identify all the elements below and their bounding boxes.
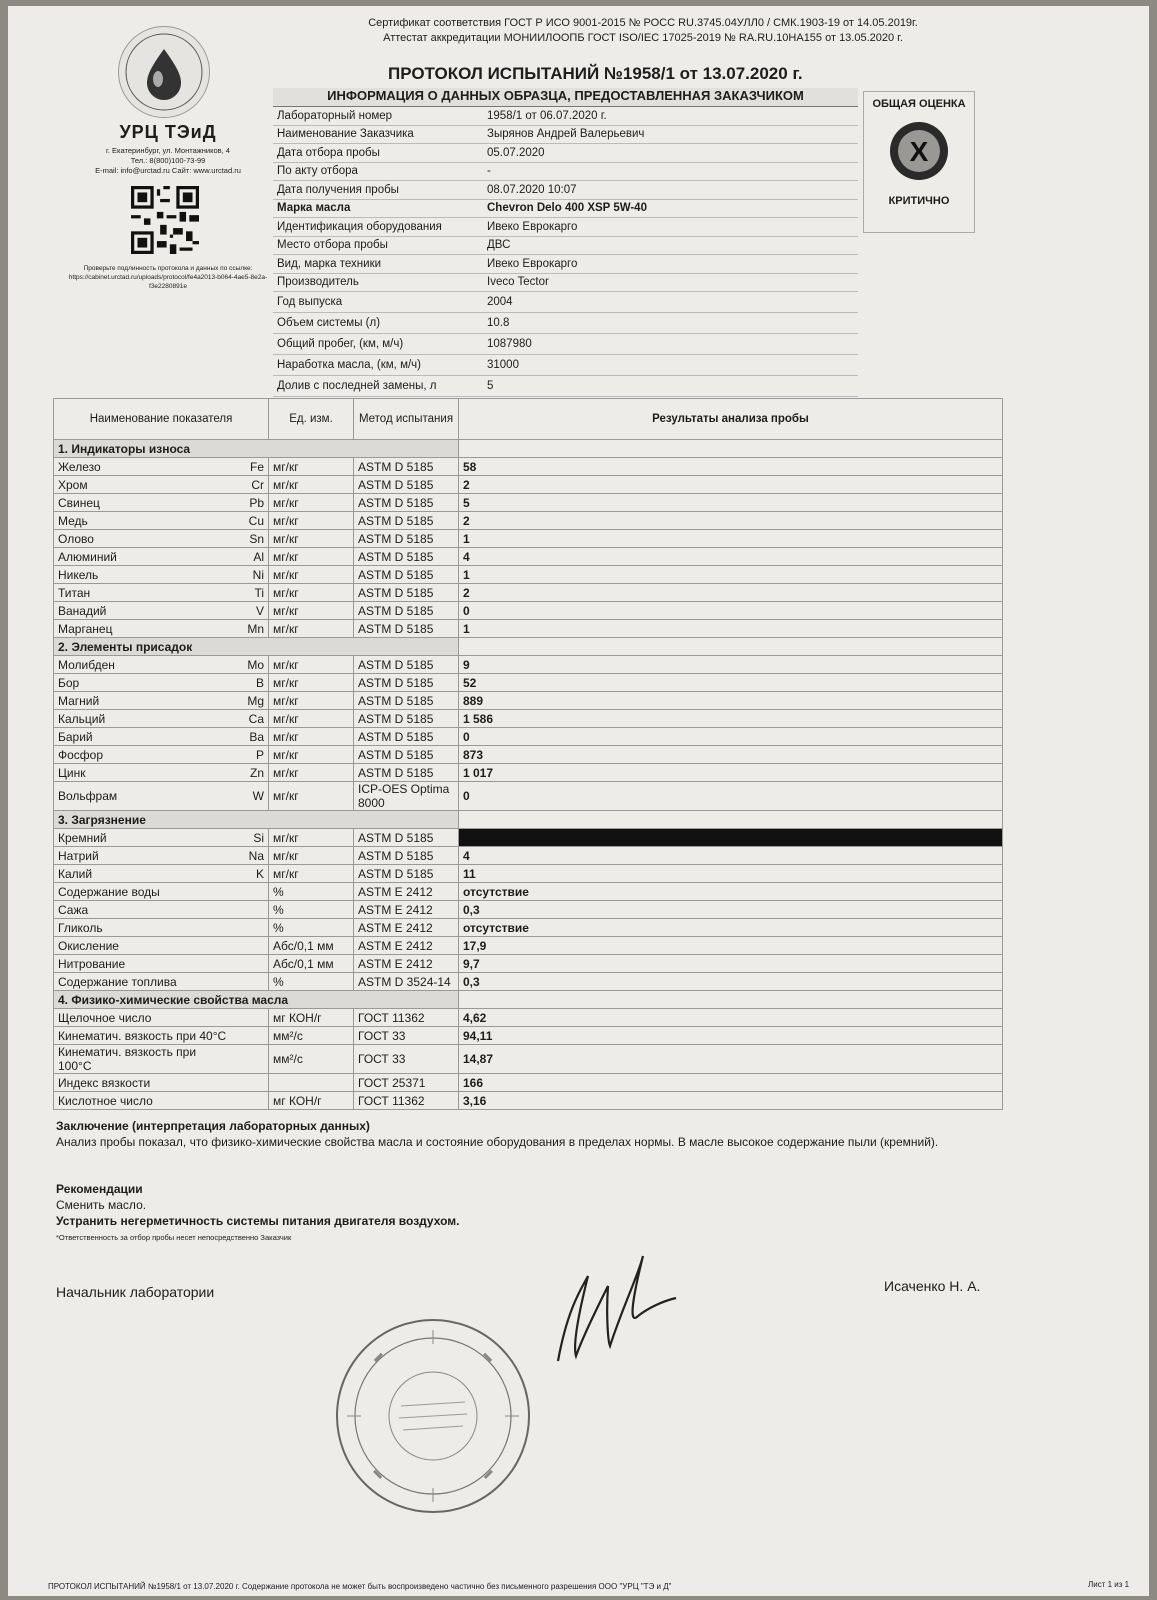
critical-drop-icon — [888, 120, 950, 182]
signer-role: Начальник лаборатории — [56, 1284, 215, 1300]
redacted-value — [459, 829, 1003, 847]
result-value: 0 — [459, 782, 1003, 811]
result-value: 9,7 — [459, 955, 1003, 973]
param-name: Калий — [54, 865, 232, 883]
table-row — [54, 901, 1003, 919]
sample-info-value: 1958/1 от 06.07.2020 г. — [487, 109, 607, 122]
section-title: 1. Индикаторы износа — [54, 440, 459, 458]
recommendations — [56, 1181, 1016, 1229]
unit: мм²/с — [269, 1027, 354, 1045]
element-symbol — [232, 883, 269, 901]
table-row — [54, 782, 1003, 811]
section-row — [54, 811, 1003, 829]
result-value: 0,3 — [459, 973, 1003, 991]
result-value: 58 — [459, 458, 1003, 476]
method: ГОСТ 25371 — [354, 1074, 459, 1092]
result-value: 17,9 — [459, 937, 1003, 955]
sample-info-key: Год выпуска — [277, 296, 343, 308]
conclusion-text: Анализ пробы показал, что физико-химические свойства масла и состояние оборудования в пределах нормы. В масле высокое содержание пыли (кремний). — [56, 1135, 939, 1149]
element-symbol: Fe — [232, 458, 269, 476]
lab-address: г. Екатеринбург, ул. Монтажников, 4 — [106, 146, 230, 155]
table-row — [54, 1045, 1003, 1074]
method: ГОСТ 33 — [354, 1045, 459, 1074]
unit: мг/кг — [269, 656, 354, 674]
conclusion — [56, 1118, 1016, 1150]
unit: мг/кг — [269, 674, 354, 692]
signer-name: Исаченко Н. А. — [884, 1278, 981, 1294]
element-symbol: Ti — [232, 584, 269, 602]
result-value: 1 — [459, 566, 1003, 584]
table-row — [54, 829, 1003, 847]
method: ASTM D 5185 — [354, 512, 459, 530]
element-symbol: Mn — [232, 620, 269, 638]
method: ASTM D 3524-14 — [354, 973, 459, 991]
table-row — [54, 883, 1003, 901]
result-value: 52 — [459, 674, 1003, 692]
page-number: Лист 1 из 1 — [1088, 1580, 1130, 1589]
footer-text: ПРОТОКОЛ ИСПЫТАНИЙ №1958/1 от 13.07.2020 г. Содержание протокола не может быть воспроизведено частично без письменного разрешения ООО "УРЦ "ТЭ и Д" — [48, 1582, 672, 1591]
method: ASTM D 5185 — [354, 764, 459, 782]
recommendation-1: Сменить масло. — [56, 1198, 147, 1212]
result-value: 94,11 — [459, 1027, 1003, 1045]
protocol-title: ПРОТОКОЛ ИСПЫТАНИЙ №1958/1 от 13.07.2020 г. — [388, 64, 803, 83]
result-value: 1 586 — [459, 710, 1003, 728]
param-name: Кальций — [54, 710, 232, 728]
method: ASTM D 5185 — [354, 476, 459, 494]
result-value: 889 — [459, 692, 1003, 710]
sample-info-value: Ивеко Еврокарго — [487, 220, 578, 233]
unit: мг КОН/г — [269, 1009, 354, 1027]
param-name: Хром — [54, 476, 232, 494]
param-name: Никель — [54, 566, 232, 584]
table-row — [54, 1092, 1003, 1110]
method: ASTM E 2412 — [354, 919, 459, 937]
result-value: 14,87 — [459, 1045, 1003, 1074]
section-title: 3. Загрязнение — [54, 811, 459, 829]
sample-info-key: Вид, марка техники — [277, 257, 382, 270]
header-unit: Ед. изм. — [269, 399, 354, 440]
param-name: Кинематич. вязкость при 100°С — [54, 1045, 232, 1074]
conclusion-heading: Заключение (интерпретация лабораторных данных) — [56, 1119, 370, 1133]
method: ASTM D 5185 — [354, 847, 459, 865]
sample-info-row — [273, 376, 858, 397]
element-symbol: K — [232, 865, 269, 883]
section-spacer — [459, 811, 1003, 829]
table-row — [54, 584, 1003, 602]
param-name: Содержание воды — [54, 883, 232, 901]
unit: мг/кг — [269, 620, 354, 638]
unit: мг/кг — [269, 782, 354, 811]
param-name: Индекс вязкости — [54, 1074, 232, 1092]
table-row — [54, 728, 1003, 746]
sample-info-row — [273, 313, 858, 334]
unit: мг/кг — [269, 692, 354, 710]
sample-info-key: Лабораторный номер — [277, 109, 393, 122]
element-symbol: Mo — [232, 656, 269, 674]
header-result: Результаты анализа пробы — [459, 399, 1003, 440]
result-value: 5 — [459, 494, 1003, 512]
sample-info-key: Марка масла — [277, 202, 351, 215]
table-row — [54, 674, 1003, 692]
param-name: Алюминий — [54, 548, 232, 566]
section-spacer — [459, 638, 1003, 656]
verify-block — [63, 264, 273, 291]
result-value: 0 — [459, 602, 1003, 620]
sample-info-key: Дата получения пробы — [277, 183, 399, 196]
element-symbol: Al — [232, 548, 269, 566]
unit: мг/кг — [269, 728, 354, 746]
param-name: Натрий — [54, 847, 232, 865]
param-name: Марганец — [54, 620, 232, 638]
method: ASTM D 5185 — [354, 674, 459, 692]
element-symbol — [232, 1045, 269, 1074]
table-row — [54, 494, 1003, 512]
unit: мг/кг — [269, 829, 354, 847]
method: ASTM D 5185 — [354, 530, 459, 548]
sample-info-row — [273, 200, 858, 219]
sample-info-row — [273, 181, 858, 200]
unit: % — [269, 901, 354, 919]
recommendation-2: Устранить негерметичность системы питания двигателя воздухом. — [56, 1214, 460, 1228]
result-value: отсутствие — [459, 919, 1003, 937]
sample-info-value: 1087980 — [487, 338, 532, 350]
section-title: 4. Физико-химические свойства масла — [54, 991, 459, 1009]
verify-text: Проверьте подлинность протокола и данных по ссылке: — [83, 265, 253, 272]
header-method: Метод испытания — [354, 399, 459, 440]
sample-info-row — [273, 355, 858, 376]
unit: мг/кг — [269, 710, 354, 728]
method: ASTM D 5185 — [354, 656, 459, 674]
table-row — [54, 656, 1003, 674]
method: ASTM D 5185 — [354, 458, 459, 476]
method: ASTM D 5185 — [354, 548, 459, 566]
sample-info-row — [273, 107, 858, 126]
table-row — [54, 973, 1003, 991]
element-symbol — [232, 919, 269, 937]
result-value: 11 — [459, 865, 1003, 883]
sample-info-key: Долив с последней замены, л — [277, 380, 437, 392]
result-value: 4,62 — [459, 1009, 1003, 1027]
element-symbol: Ba — [232, 728, 269, 746]
method: ASTM E 2412 — [354, 937, 459, 955]
document-page — [8, 6, 1149, 1596]
sample-info-value: 2004 — [487, 296, 513, 308]
param-name: Кислотное число — [54, 1092, 232, 1110]
unit: мг/кг — [269, 566, 354, 584]
unit: мг/кг — [269, 584, 354, 602]
assessment-status: КРИТИЧНО — [888, 195, 950, 207]
unit: мг/кг — [269, 865, 354, 883]
table-row — [54, 764, 1003, 782]
unit — [269, 1074, 354, 1092]
element-symbol — [232, 1027, 269, 1045]
table-row — [54, 919, 1003, 937]
element-symbol — [232, 1092, 269, 1110]
sample-info-row — [273, 255, 858, 274]
param-name: Окисление — [54, 937, 232, 955]
table-row — [54, 1009, 1003, 1027]
unit: мг/кг — [269, 764, 354, 782]
element-symbol: Ca — [232, 710, 269, 728]
table-row — [54, 1027, 1003, 1045]
result-value: 2 — [459, 584, 1003, 602]
element-symbol — [232, 1009, 269, 1027]
section-spacer — [459, 440, 1003, 458]
sample-info-value: Iveco Tector — [487, 276, 549, 289]
element-symbol — [232, 973, 269, 991]
results-header-row — [54, 399, 1003, 440]
result-value: 0,3 — [459, 901, 1003, 919]
param-name: Медь — [54, 512, 232, 530]
element-symbol: Si — [232, 829, 269, 847]
sample-info-value: Зырянов Андрей Валерьевич — [487, 128, 645, 141]
verify-link[interactable]: https://cabinet.urctad.ru/uploads/protocol/fe4a2013-b064-4ae5-8e2a-f3e2280891e — [68, 274, 268, 290]
element-symbol: Mg — [232, 692, 269, 710]
method: ASTM D 5185 — [354, 584, 459, 602]
param-name: Содержание топлива — [54, 973, 232, 991]
table-row — [54, 692, 1003, 710]
result-value: 873 — [459, 746, 1003, 764]
method: ASTM D 5185 — [354, 746, 459, 764]
lab-phone: Тел.: 8(800)100-73-99 — [130, 156, 206, 165]
section-title: 2. Элементы присадок — [54, 638, 459, 656]
result-value: 1 — [459, 530, 1003, 548]
sample-info-row — [273, 126, 858, 145]
sample-info-row — [273, 218, 858, 237]
lab-logo-icon — [118, 26, 210, 118]
sample-info-row — [273, 334, 858, 355]
unit: мг/кг — [269, 602, 354, 620]
table-row — [54, 548, 1003, 566]
recommendations-heading: Рекомендации — [56, 1182, 143, 1196]
sample-info-value: Ивеко Еврокарго — [487, 257, 578, 270]
param-name: Нитрование — [54, 955, 232, 973]
sample-info-key: Наименование Заказчика — [277, 128, 414, 141]
method: ASTM E 2412 — [354, 901, 459, 919]
lab-email: E-mail: info@urctad.ru Сайт: www.urctad.ru — [95, 166, 241, 175]
sample-info-value: Chevron Delo 400 XSP 5W-40 — [487, 202, 647, 215]
element-symbol: B — [232, 674, 269, 692]
table-row — [54, 566, 1003, 584]
sample-info-value: 05.07.2020 — [487, 146, 545, 159]
table-row — [54, 847, 1003, 865]
table-row — [54, 746, 1003, 764]
unit: мг/кг — [269, 847, 354, 865]
method: ASTM D 5185 — [354, 710, 459, 728]
result-value: 1 — [459, 620, 1003, 638]
sample-info-heading: ИНФОРМАЦИЯ О ДАННЫХ ОБРАЗЦА, ПРЕДОСТАВЛЕННАЯ ЗАКАЗЧИКОМ — [273, 88, 858, 107]
param-name: Фосфор — [54, 746, 232, 764]
table-row — [54, 458, 1003, 476]
result-value: 166 — [459, 1074, 1003, 1092]
table-row — [54, 955, 1003, 973]
element-symbol — [232, 937, 269, 955]
result-value: 4 — [459, 548, 1003, 566]
param-name: Кинематич. вязкость при 40°С — [54, 1027, 232, 1045]
unit: мг/кг — [269, 458, 354, 476]
element-symbol: W — [232, 782, 269, 811]
param-name: Цинк — [54, 764, 232, 782]
lab-name: УРЦ ТЭиД — [119, 122, 217, 142]
unit: мг/кг — [269, 530, 354, 548]
result-value: 4 — [459, 847, 1003, 865]
responsibility-note: *Ответственность за отбор пробы несет непосредственно Заказчик — [56, 1233, 292, 1242]
section-row — [54, 991, 1003, 1009]
sample-info-value: 10.8 — [487, 317, 510, 329]
sample-info-value: - — [487, 165, 491, 178]
unit: мг/кг — [269, 548, 354, 566]
unit: Абс/0,1 мм — [269, 955, 354, 973]
unit: Абс/0,1 мм — [269, 937, 354, 955]
sample-info-row — [273, 144, 858, 163]
param-name: Олово — [54, 530, 232, 548]
element-symbol: Cu — [232, 512, 269, 530]
unit: мг/кг — [269, 512, 354, 530]
result-value: 3,16 — [459, 1092, 1003, 1110]
result-value: 1 017 — [459, 764, 1003, 782]
sample-info-row — [273, 237, 858, 256]
sample-info-value: ДВС — [487, 239, 511, 252]
unit: % — [269, 973, 354, 991]
sample-info-value: 31000 — [487, 359, 519, 371]
element-symbol — [232, 955, 269, 973]
sample-info-key: Дата отбора пробы — [277, 146, 380, 159]
unit: мг/кг — [269, 494, 354, 512]
param-name: Железо — [54, 458, 232, 476]
sample-info-value: 08.07.2020 10:07 — [487, 183, 577, 196]
element-symbol: Cr — [232, 476, 269, 494]
sample-info-key: Идентификация оборудования — [277, 220, 442, 233]
unit: мг/кг — [269, 476, 354, 494]
element-symbol — [232, 901, 269, 919]
method: ГОСТ 11362 — [354, 1092, 459, 1110]
element-symbol: Zn — [232, 764, 269, 782]
section-row — [54, 440, 1003, 458]
param-name: Титан — [54, 584, 232, 602]
element-symbol: V — [232, 602, 269, 620]
overall-assessment — [863, 91, 975, 233]
method: ASTM D 5185 — [354, 566, 459, 584]
certificate-lines — [293, 16, 993, 46]
sample-info-key: Наработка масла, (км, м/ч) — [277, 359, 421, 371]
qr-code-icon[interactable] — [131, 186, 199, 254]
unit: % — [269, 919, 354, 937]
param-name: Молибден — [54, 656, 232, 674]
cert-line-1: Сертификат соответствия ГОСТ Р ИСО 9001-2015 № РОСС RU.3745.04УЛЛ0 / СМК.1903-19 от 14.05.2019г. — [368, 17, 918, 29]
table-row — [54, 937, 1003, 955]
sample-info-table — [273, 107, 858, 397]
sample-info-key: Производитель — [277, 276, 359, 289]
sample-info-key: Место отбора пробы — [277, 239, 388, 252]
param-name: Бор — [54, 674, 232, 692]
table-row — [54, 710, 1003, 728]
element-symbol: Na — [232, 847, 269, 865]
param-name: Кремний — [54, 829, 232, 847]
result-value: 2 — [459, 512, 1003, 530]
sample-info-row — [273, 292, 858, 313]
unit: % — [269, 883, 354, 901]
param-name: Вольфрам — [54, 782, 232, 811]
header-name: Наименование показателя — [54, 399, 269, 440]
method: ASTM D 5185 — [354, 829, 459, 847]
result-value: 9 — [459, 656, 1003, 674]
official-stamp — [333, 1316, 533, 1516]
element-symbol: P — [232, 746, 269, 764]
element-symbol: Sn — [232, 530, 269, 548]
table-row — [54, 620, 1003, 638]
table-row — [54, 865, 1003, 883]
sample-info-key: По акту отбора — [277, 165, 358, 178]
table-row — [54, 1074, 1003, 1092]
cert-line-2: Аттестат аккредитации МОНИИЛООПБ ГОСТ ISO/IEC 17025-2019 № RA.RU.10НА155 от 13.05.2020 г. — [383, 32, 903, 44]
method: ГОСТ 33 — [354, 1027, 459, 1045]
method: ASTM E 2412 — [354, 955, 459, 973]
method: ASTM D 5185 — [354, 728, 459, 746]
method: ASTM D 5185 — [354, 602, 459, 620]
sample-info-row — [273, 274, 858, 293]
unit: мм²/с — [269, 1045, 354, 1074]
method: ASTM E 2412 — [354, 883, 459, 901]
method: ASTM D 5185 — [354, 865, 459, 883]
param-name: Щелочное число — [54, 1009, 232, 1027]
method: ICP-OES Optima 8000 — [354, 782, 459, 811]
lab-contacts — [63, 146, 273, 176]
result-value: 0 — [459, 728, 1003, 746]
element-symbol: Pb — [232, 494, 269, 512]
section-spacer — [459, 991, 1003, 1009]
result-value: отсутствие — [459, 883, 1003, 901]
element-symbol: Ni — [232, 566, 269, 584]
assessment-mark: X — [909, 136, 929, 167]
param-name: Барий — [54, 728, 232, 746]
method: ГОСТ 11362 — [354, 1009, 459, 1027]
unit: мг/кг — [269, 746, 354, 764]
method: ASTM D 5185 — [354, 494, 459, 512]
result-value: 2 — [459, 476, 1003, 494]
sample-info-key: Общий пробег, (км, м/ч) — [277, 338, 404, 350]
unit: мг КОН/г — [269, 1092, 354, 1110]
sample-info-key: Объем системы (л) — [277, 317, 381, 329]
sample-info-value: 5 — [487, 380, 494, 392]
handwritten-signature — [528, 1246, 678, 1386]
table-row — [54, 530, 1003, 548]
param-name: Ванадий — [54, 602, 232, 620]
element-symbol — [232, 1074, 269, 1092]
param-name: Сажа — [54, 901, 232, 919]
assessment-label: ОБЩАЯ ОЦЕНКА — [872, 98, 966, 110]
section-row — [54, 638, 1003, 656]
param-name: Гликоль — [54, 919, 232, 937]
param-name: Магний — [54, 692, 232, 710]
method: ASTM D 5185 — [354, 692, 459, 710]
param-name: Свинец — [54, 494, 232, 512]
method: ASTM D 5185 — [354, 620, 459, 638]
table-row — [54, 476, 1003, 494]
sample-info-row — [273, 163, 858, 182]
table-row — [54, 512, 1003, 530]
results-table — [53, 398, 1003, 1110]
table-row — [54, 602, 1003, 620]
